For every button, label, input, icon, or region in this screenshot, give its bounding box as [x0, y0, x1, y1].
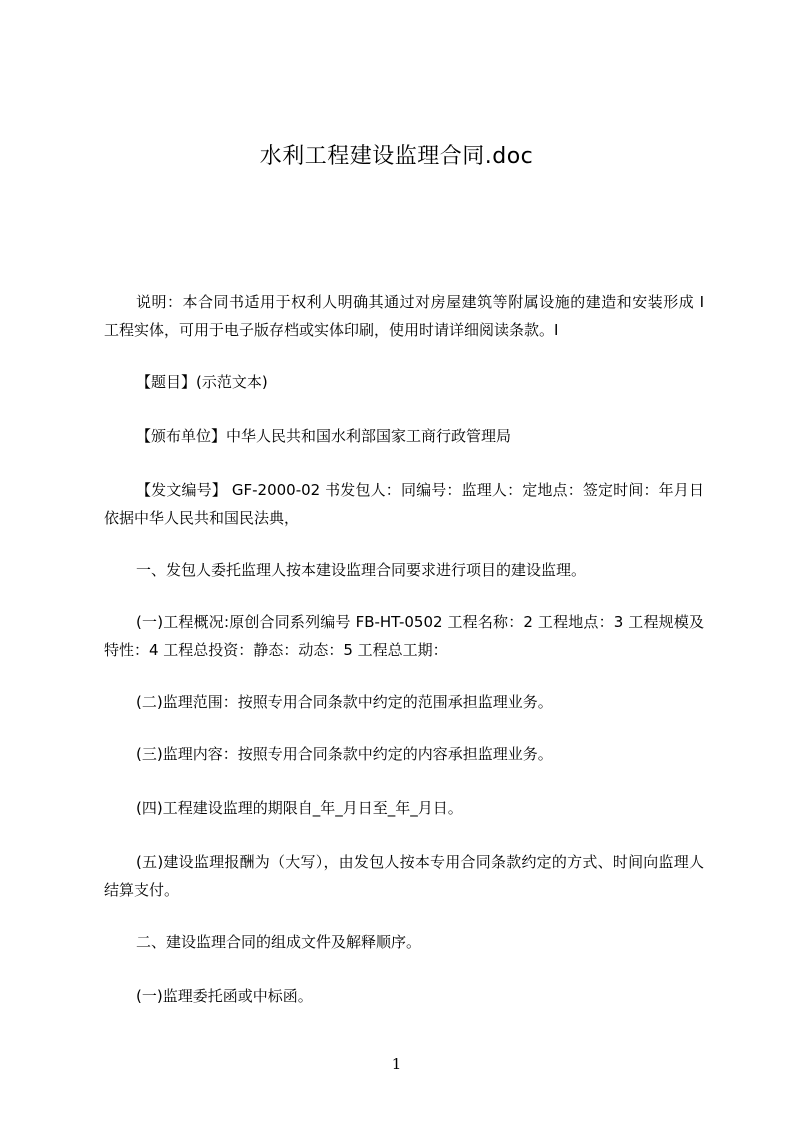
paragraph-item-1-1: (一)工程概况:原创合同系列编号 FB-HT-0502 工程名称：2 工程地点：3 工程规模及特性：4 工程总投资：静态：动态：5 工程总工期：	[104, 613, 704, 659]
paragraph-issuer: 【颁布单位】中华人民共和国水利部国家工商行政管理局	[136, 427, 512, 445]
paragraph-section-2: 二、建设监理合同的组成文件及解释顺序。	[136, 933, 422, 951]
paragraph-item-1-3: (三)监理内容：按照专用合同条款中约定的内容承担监理业务。	[136, 745, 553, 763]
paragraph-item-1-2: (二)监理范围：按照专用合同条款中约定的范围承担监理业务。	[136, 693, 553, 711]
paragraph-subject: 【题目】(示范文本)	[136, 373, 268, 391]
page-number: 1	[391, 1055, 402, 1073]
paragraph-doc-number: 【发文编号】 GF-2000-02 书发包人：同编号：监理人：定地点：签定时间：年月日依据中华人民共和国民法典，	[104, 481, 704, 527]
document-title: 水利工程建设监理合同.doc	[259, 144, 534, 169]
paragraph-item-1-5: (五)建设监理报酬为（大写），由发包人按本专用合同条款约定的方式、时间向监理人结算支付。	[104, 853, 704, 899]
paragraph-item-1-4: (四)工程建设监理的期限自_年_月日至_年_月日。	[136, 799, 463, 817]
paragraph-description: 说明：本合同书适用于权利人明确其通过对房屋建筑等附属设施的建造和安装形成 I 工程实体，可用于电子版存档或实体印刷，使用时请详细阅读条款。I	[104, 293, 704, 339]
paragraph-section-1: 一、发包人委托监理人按本建设监理合同要求进行项目的建设监理。	[136, 561, 587, 579]
paragraph-item-2-1: (一)监理委托函或中标函。	[136, 987, 313, 1005]
